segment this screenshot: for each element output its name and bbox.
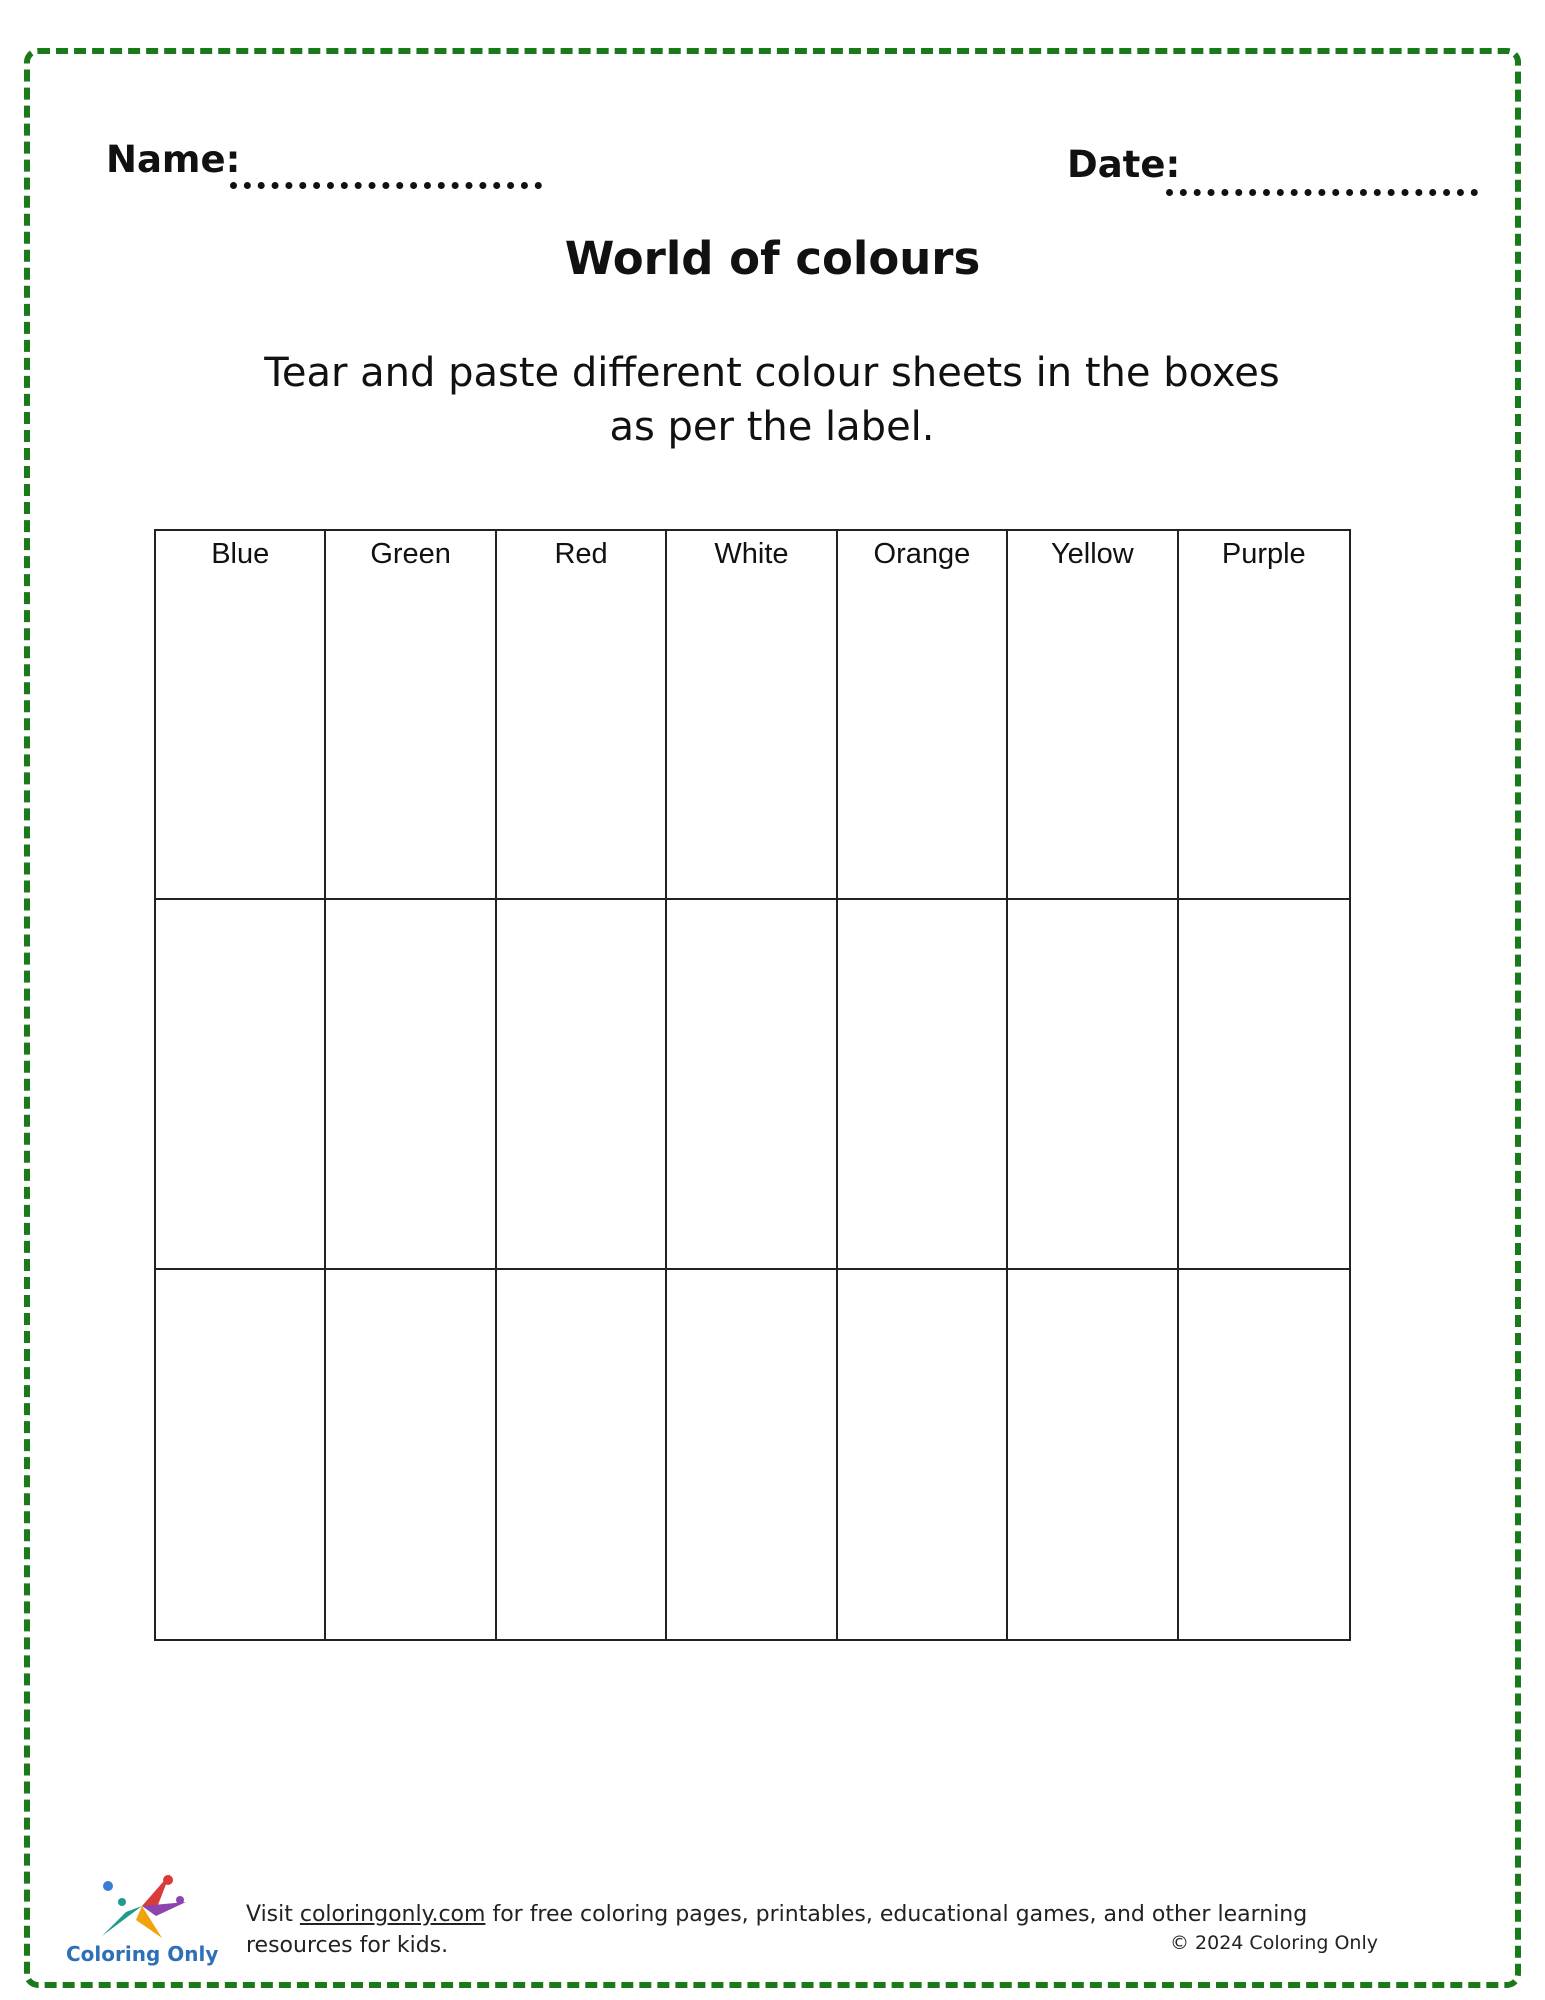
paste-box[interactable] — [1179, 1270, 1349, 1639]
logo-figures-icon — [96, 1872, 188, 1940]
colour-paste-table — [154, 529, 1351, 1641]
paste-box[interactable] — [156, 900, 326, 1269]
column-header-green[interactable]: Green — [326, 531, 496, 900]
paste-box[interactable] — [326, 1270, 496, 1639]
column-header-orange[interactable]: Orange — [838, 531, 1008, 900]
footer-suffix: for free coloring pages, printables, educational games, and other learning resources for kids. — [246, 1902, 1308, 1958]
name-label: Name: — [106, 138, 241, 181]
paste-box[interactable] — [156, 1270, 326, 1639]
paste-box[interactable] — [838, 1270, 1008, 1639]
column-header-red[interactable]: Red — [497, 531, 667, 900]
paste-box[interactable] — [497, 900, 667, 1269]
instruction-line-1: Tear and paste different colour sheets in the boxes — [264, 350, 1280, 396]
logo-text: Coloring Only — [66, 1942, 219, 1966]
paste-box[interactable] — [1179, 900, 1349, 1269]
coloring-only-logo — [66, 1872, 219, 1966]
paste-box[interactable] — [1008, 1270, 1178, 1639]
instruction-text — [222, 346, 1322, 454]
instruction-line-2: as per the label. — [609, 404, 935, 450]
column-header-purple[interactable]: Purple — [1179, 531, 1349, 900]
paste-box[interactable] — [326, 900, 496, 1269]
date-label: Date: — [1067, 143, 1181, 186]
paste-box[interactable] — [667, 900, 837, 1269]
date-dotted-line[interactable] — [1166, 189, 1478, 196]
paste-box[interactable] — [497, 1270, 667, 1639]
column-header-blue[interactable]: Blue — [156, 531, 326, 900]
footer-link[interactable]: coloringonly.com — [299, 1902, 486, 1927]
paste-box[interactable] — [838, 900, 1008, 1269]
paste-box[interactable] — [1008, 900, 1178, 1269]
name-dotted-line[interactable] — [230, 182, 542, 189]
worksheet-title: World of colours — [564, 232, 981, 285]
footer-prefix: Visit — [246, 1902, 300, 1927]
column-header-yellow[interactable]: Yellow — [1008, 531, 1178, 900]
column-header-white[interactable]: White — [667, 531, 837, 900]
paste-box[interactable] — [667, 1270, 837, 1639]
copyright-text: © 2024 Coloring Only — [1170, 1932, 1378, 1954]
